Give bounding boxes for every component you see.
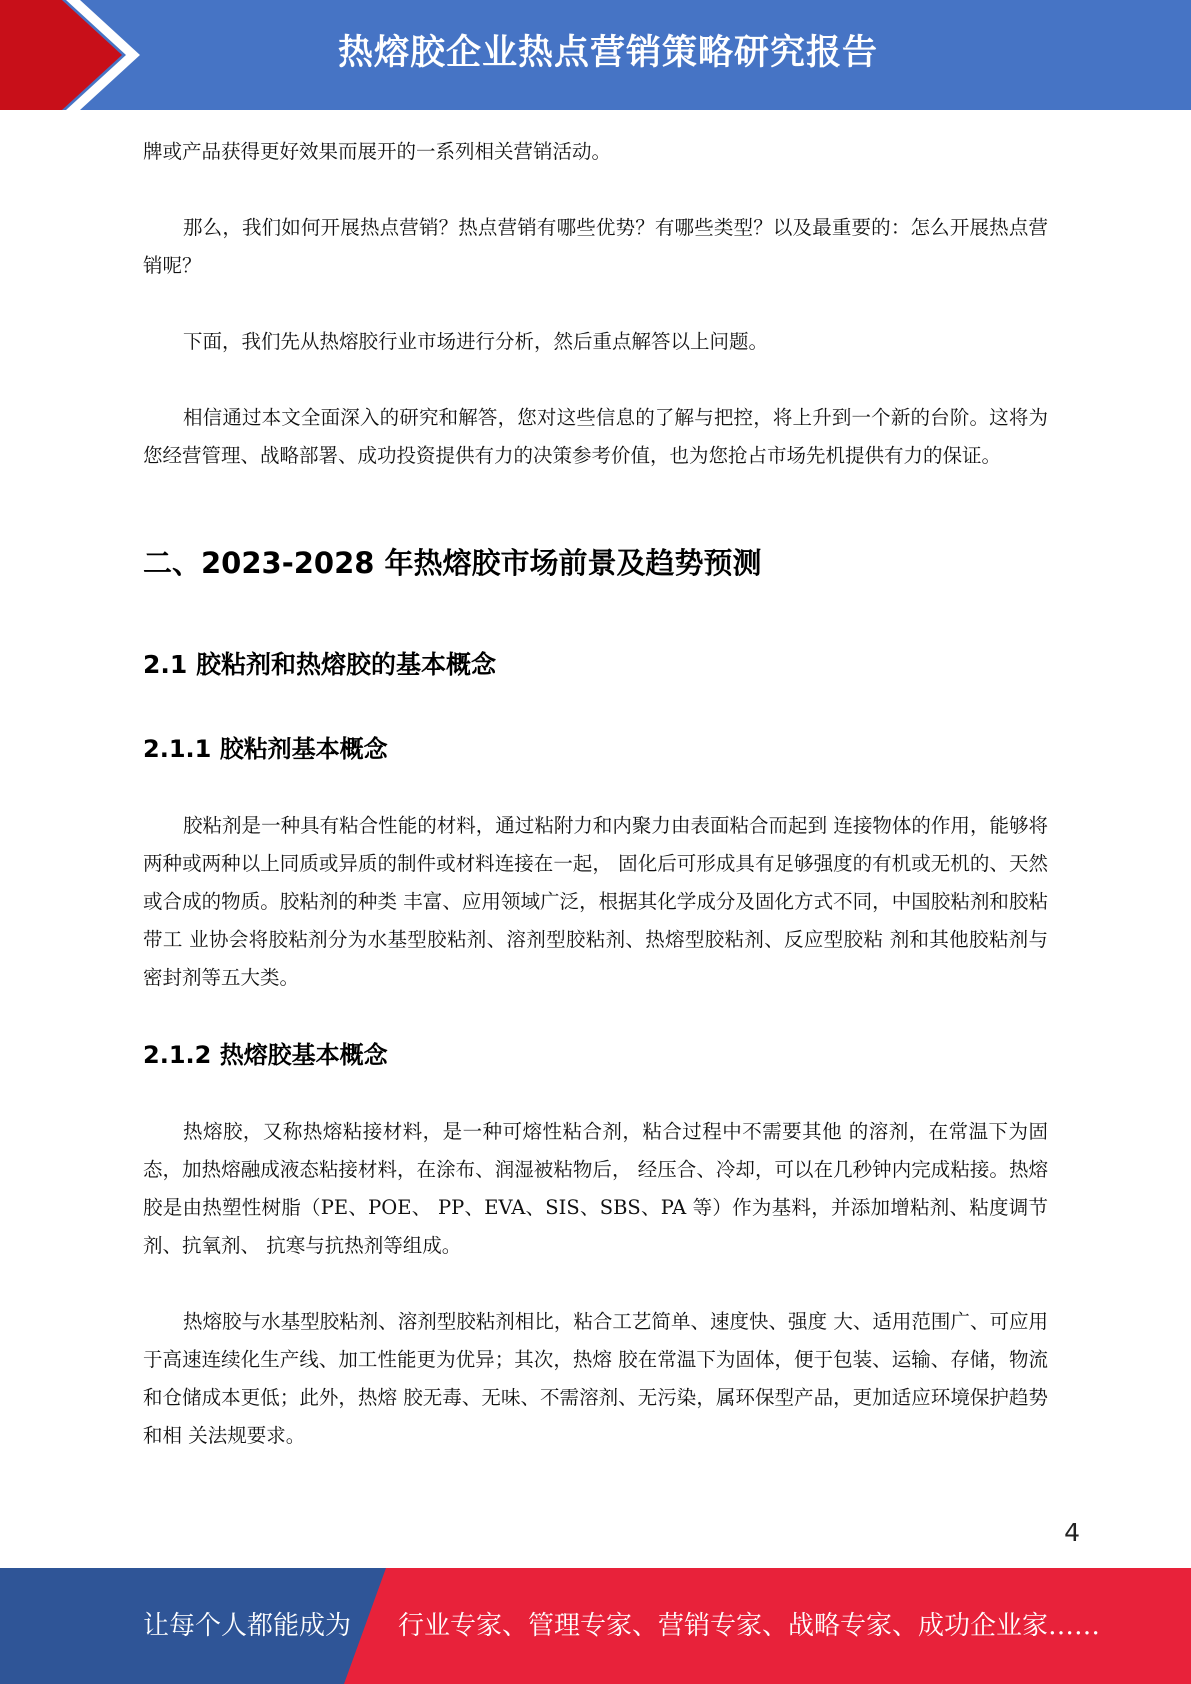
subsection-heading-2-1-2: 2.1.2 热熔胶基本概念 xyxy=(143,1041,388,1069)
page-number: 4 xyxy=(1064,1518,1080,1547)
paragraph-4: 相信通过本文全面深入的研究和解答，您对这些信息的了解与把控，将上升到一个新的台阶。这将为您经营管理、战略部署、成功投资提供有力的决策参考价值，也为您抢占市场先机提供有力的保证。 xyxy=(143,406,1048,467)
page-footer xyxy=(0,1568,1191,1684)
paragraph-1: 牌或产品获得更好效果而展开的一系列相关营销活动。 xyxy=(143,140,612,163)
page-header xyxy=(0,0,1191,110)
footer-slogan-left: 让每个人都能成为 xyxy=(143,1611,352,1641)
paragraph-6: 热熔胶，又称热熔粘接材料，是一种可熔性粘合剂，粘合过程中不需要其他 的溶剂，在常温下为固态，加热熔融成液态粘接材料，在涂布、润湿被粘物后， 经压合、冷却，可以在几秒钟内完成粘接。热熔胶是由热塑性树脂（PE、POE、 PP、EVA、SIS、SBS、PA 等）作为基料，并添加增粘剂、粘度调节剂、抗氧剂、 抗寒与抗热剂等组成。 xyxy=(143,1120,1048,1257)
paragraph-7: 热熔胶与水基型胶粘剂、溶剂型胶粘剂相比，粘合工艺简单、速度快、强度 大、适用范围广、可应用于高速连续化生产线、加工性能更为优异；其次，热熔 胶在常温下为固体，便于包装、运输、存储，物流和仓储成本更低；此外，热熔 胶无毒、无味、不需溶剂、无污染，属环保型产品，更加适应环境保护趋势和相 关法规要求。 xyxy=(143,1310,1048,1447)
subsection-heading-2-1-1: 2.1.1 胶粘剂基本概念 xyxy=(143,735,388,763)
paragraph-3: 下面，我们先从热熔胶行业市场进行分析，然后重点解答以上问题。 xyxy=(183,330,769,353)
section-heading-2: 二、2023-2028 年热熔胶市场前景及趋势预测 xyxy=(143,546,762,580)
subsection-heading-2-1: 2.1 胶粘剂和热熔胶的基本概念 xyxy=(143,650,496,679)
paragraph-2: 那么，我们如何开展热点营销？热点营销有哪些优势？有哪些类型？以及最重要的：怎么开展热点营销呢？ xyxy=(143,216,1048,277)
report-title: 热熔胶企业热点营销策略研究报告 xyxy=(337,33,878,73)
document-body xyxy=(143,133,1048,1455)
footer-slogan-right: 行业专家、管理专家、营销专家、战略专家、成功企业家…… xyxy=(398,1611,1101,1641)
paragraph-5: 胶粘剂是一种具有粘合性能的材料，通过粘附力和内聚力由表面粘合而起到 连接物体的作用，能够将两种或两种以上同质或异质的制件或材料连接在一起， 固化后可形成具有足够强度的有机或无机的、天然或合成的物质。胶粘剂的种类 丰富、应用领域广泛，根据其化学成分及固化方式不同，中国胶粘剂和胶粘带工 业协会将胶粘剂分为水基型胶粘剂、溶剂型胶粘剂、热熔型胶粘剂、反应型胶粘 剂和其他胶粘剂与密封剂等五大类。 xyxy=(143,814,1048,989)
